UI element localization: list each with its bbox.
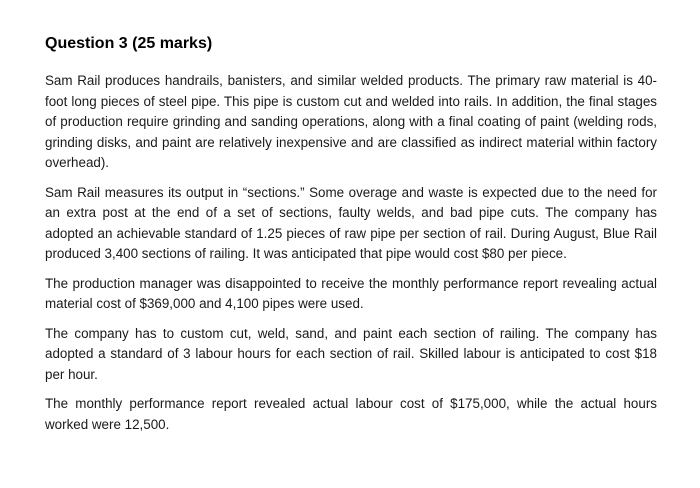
paragraph-labour-standard: The company has to custom cut, weld, sand, and paint each section of railing. The company has adopted a standard of 3 labour hours for each section of rail. Skilled labour is anticipated to cost $18 per hour. <box>45 325 657 382</box>
paragraph-product-description: Sam Rail produces handrails, banisters, and similar welded products. The primary raw material is 40-foot long pieces of steel pipe. This pipe is custom cut and welded into rails. In addition, the final stages of production require grinding and sanding operations, along with a final coating of paint (welding rods, grinding disks, and paint are relatively inexpensive and are classified as indirect material within factory overhead). <box>45 73 657 170</box>
paragraph-material-report: The production manager was disappointed to receive the monthly performance report revealing actual material cost of $369,000 and 4,100 pipes were used. <box>45 275 657 311</box>
question-title: Question 3 (25 marks) <box>45 35 213 52</box>
document-page <box>45 34 657 444</box>
paragraph-labour-report: The monthly performance report revealed actual labour cost of $175,000, while the actual hours worked were 12,500. <box>45 396 657 432</box>
paragraph-output-standard: Sam Rail measures its output in “sections.” Some overage and waste is expected due to the need for an extra post at the end of a set of sections, faulty welds, and bad pipe cuts. The company has adopted an achievable standard of 1.25 pieces of raw pipe per section of rail. During August, Blue Rail produced 3,400 sections of railing. It was anticipated that pipe would cost $80 per piece. <box>45 184 657 261</box>
